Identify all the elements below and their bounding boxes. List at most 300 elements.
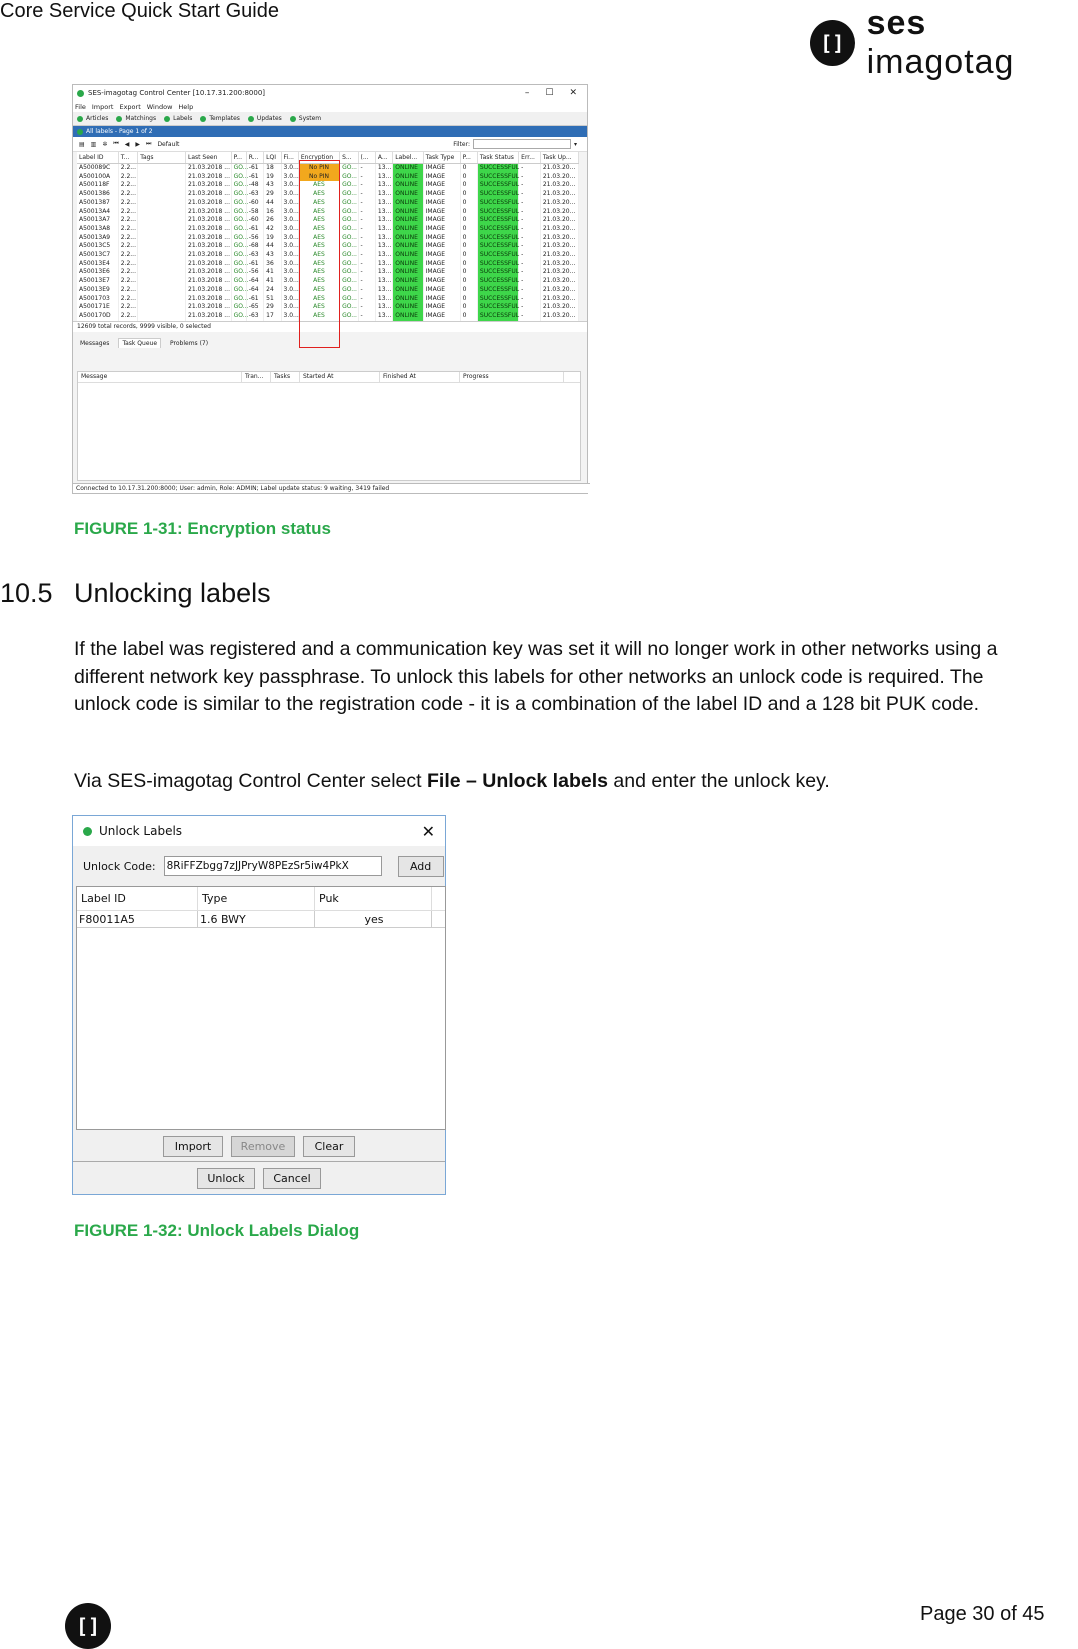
table-cell: 13... — [375, 251, 392, 260]
menu-help[interactable]: Help — [178, 102, 194, 111]
col-header[interactable]: T... — [118, 152, 138, 164]
table-cell: A5001386 — [77, 190, 118, 199]
table-cell: 21.03.20... — [540, 312, 578, 321]
table-cell: 2.2... — [118, 242, 138, 251]
col-header[interactable]: A... — [375, 152, 392, 164]
table-cell: SUCCESSFUL — [477, 208, 518, 217]
table-cell: 0 — [460, 277, 477, 286]
table-cell: 21.03.20... — [540, 303, 578, 312]
brand-logo — [810, 4, 1078, 82]
table-cell: A500118F — [77, 181, 118, 190]
table-cell: GO... — [340, 208, 358, 217]
table-cell: AES — [298, 242, 339, 251]
table-cell: ONLINE — [393, 268, 423, 277]
col-header[interactable]: Task Up... — [540, 152, 578, 164]
col-header[interactable]: P... — [460, 152, 477, 164]
col-progress[interactable]: Progress — [460, 372, 564, 382]
menu-bar — [73, 101, 587, 112]
table-cell: - — [519, 251, 541, 260]
table-cell: AES — [298, 251, 339, 260]
table-cell: AES — [298, 199, 339, 208]
table-cell: 21.03.2018 ... — [186, 277, 232, 286]
table-cell: A500171E — [77, 303, 118, 312]
nav-system[interactable] — [290, 115, 321, 122]
table-cell: - — [519, 173, 541, 182]
table-cell: - — [358, 190, 375, 199]
table-cell: AES — [298, 225, 339, 234]
close-icon[interactable]: ✕ — [421, 821, 435, 841]
export-icon[interactable]: ▤ — [79, 140, 85, 148]
table-cell: 0 — [460, 295, 477, 304]
table-cell: 13... — [375, 277, 392, 286]
table-cell: 3.0... — [281, 242, 298, 251]
table-cell: 21.03.2018 ... — [186, 286, 232, 295]
table-cell: 13... — [375, 268, 392, 277]
unlock-button[interactable]: Unlock — [197, 1168, 255, 1189]
table-cell: 13... — [375, 312, 392, 321]
table-cell: GO... — [231, 234, 246, 243]
table-cell: - — [358, 260, 375, 269]
table-cell: GO... — [340, 277, 358, 286]
table-cell: SUCCESSFUL — [477, 268, 518, 277]
table-cell: GO... — [340, 199, 358, 208]
pane-title: All labels - Page 1 of 2 — [86, 128, 153, 135]
table-cell: -63 — [246, 312, 263, 321]
table-cell: AES — [298, 268, 339, 277]
table-cell: GO... — [231, 260, 246, 269]
table-cell: 2.2... — [118, 208, 138, 217]
settings-icon[interactable]: ✲ — [102, 140, 108, 148]
unlock-list — [76, 886, 446, 1130]
table-cell: GO... — [340, 260, 358, 269]
table-cell: -64 — [246, 286, 263, 295]
table-cell: - — [358, 303, 375, 312]
minimize-icon[interactable]: – — [524, 88, 530, 98]
table-cell: GO... — [340, 173, 358, 182]
table-cell: 3.0... — [281, 312, 298, 321]
table-cell: 2.2... — [118, 216, 138, 225]
cancel-button[interactable]: Cancel — [263, 1168, 321, 1189]
table-cell: AES — [298, 234, 339, 243]
table-cell: A50013C7 — [77, 251, 118, 260]
view-default[interactable]: Default — [157, 140, 180, 148]
table-cell: ONLINE — [393, 303, 423, 312]
table-cell: A500170D — [77, 312, 118, 321]
table-cell: 13... — [375, 242, 392, 251]
table-cell: - — [519, 295, 541, 304]
col-header[interactable]: Encryption — [298, 152, 339, 164]
table-cell: -63 — [246, 190, 263, 199]
remove-button[interactable]: Remove — [231, 1136, 295, 1157]
table-cell: GO... — [231, 164, 246, 173]
table-cell: 21.03.20... — [540, 295, 578, 304]
col-header[interactable]: Task Type — [423, 152, 460, 164]
table-cell: A5001703 — [77, 295, 118, 304]
table-cell: 21.03.20... — [540, 181, 578, 190]
table-cell: GO... — [231, 268, 246, 277]
col-label-id[interactable]: Label ID — [77, 887, 198, 910]
menu-window[interactable]: Window — [146, 102, 173, 111]
table-cell: A5001387 — [77, 199, 118, 208]
brand-mark-icon: [] — [810, 20, 855, 66]
table-cell: SUCCESSFUL — [477, 312, 518, 321]
table-cell: A50013E6 — [77, 268, 118, 277]
table-cell: - — [358, 199, 375, 208]
col-header[interactable]: Label ID — [77, 152, 118, 164]
table-cell: 43 — [264, 251, 281, 260]
table-cell — [138, 225, 186, 234]
table-cell: 21.03.2018 ... — [186, 234, 232, 243]
table-cell — [138, 303, 186, 312]
table-cell: - — [519, 164, 541, 173]
table-cell: IMAGE — [423, 242, 460, 251]
table-cell — [138, 181, 186, 190]
col-finished-at[interactable]: Finished At — [380, 372, 460, 382]
message-header-row — [78, 372, 580, 383]
table-cell: - — [358, 225, 375, 234]
table-cell: - — [358, 251, 375, 260]
table-cell — [138, 199, 186, 208]
cell-label-id: F80011A5 — [77, 911, 198, 927]
menu-import[interactable]: Import — [91, 102, 114, 111]
col-header[interactable]: Last Seen — [186, 152, 232, 164]
table-cell: GO... — [231, 303, 246, 312]
status-bar: Connected to 10.17.31.200:8000; User: admin, Role: ADMIN; Label update status: 9 waiting, 3419 failed — [73, 483, 590, 493]
table-cell: 0 — [460, 199, 477, 208]
add-button[interactable]: Add — [398, 856, 444, 877]
col-header[interactable]: Fi... — [281, 152, 298, 164]
tab-messages[interactable]: Messages — [80, 339, 110, 347]
status-dot-icon — [116, 116, 122, 122]
table-cell: 41 — [264, 268, 281, 277]
table-cell: SUCCESSFUL — [477, 242, 518, 251]
table-cell: 21.03.2018 ... — [186, 268, 232, 277]
table-cell: IMAGE — [423, 164, 460, 173]
encryption-highlight-box — [299, 160, 340, 348]
brand-name-bold: ses — [866, 4, 927, 42]
table-cell: 21.03.20... — [540, 199, 578, 208]
table-cell: A500089C — [77, 164, 118, 173]
nav-articles[interactable] — [77, 115, 108, 122]
table-cell: IMAGE — [423, 199, 460, 208]
menu-file[interactable]: File — [75, 102, 86, 111]
table-cell: SUCCESSFUL — [477, 234, 518, 243]
table-cell: 13... — [375, 303, 392, 312]
status-dot-icon — [248, 116, 254, 122]
table-cell: GO... — [340, 181, 358, 190]
menu-path: File – Unlock labels — [426, 770, 608, 792]
table-cell: 17 — [264, 312, 281, 321]
table-cell: 3.0... — [281, 268, 298, 277]
nav-templates[interactable] — [200, 115, 240, 122]
table-cell: AES — [298, 277, 339, 286]
col-header[interactable]: S... — [340, 152, 358, 164]
col-header[interactable]: (... — [358, 152, 375, 164]
table-cell: 21.03.2018 ... — [186, 251, 232, 260]
table-cell: ONLINE — [393, 277, 423, 286]
col-message[interactable]: Message — [78, 372, 242, 382]
table-cell: SUCCESSFUL — [477, 251, 518, 260]
table-cell: 21.03.2018 ... — [186, 225, 232, 234]
table-cell: SUCCESSFUL — [477, 164, 518, 173]
table-cell: 42 — [264, 225, 281, 234]
col-header[interactable]: LQI — [264, 152, 281, 164]
table-cell: GO... — [340, 225, 358, 234]
col-header[interactable]: P... — [231, 152, 246, 164]
unlock-code-input[interactable]: 8RiFFZbgg7zJJPryW8PEzSr5iw4PkX — [164, 856, 382, 876]
instruction-text-end: and enter the unlock key. — [607, 770, 830, 792]
table-cell: 2.2... — [118, 286, 138, 295]
table-cell: ONLINE — [393, 190, 423, 199]
table-cell: SUCCESSFUL — [477, 199, 518, 208]
table-cell: 13... — [375, 295, 392, 304]
import-button[interactable]: Import — [163, 1136, 223, 1157]
table-cell: 0 — [460, 268, 477, 277]
table-cell: AES — [298, 260, 339, 269]
table-cell: - — [358, 216, 375, 225]
col-started-at[interactable]: Started At — [300, 372, 380, 382]
tab-problems[interactable]: Problems (7) — [170, 339, 209, 347]
brand-wordmark — [867, 4, 1078, 82]
table-cell: 19 — [264, 173, 281, 182]
table-cell: - — [519, 216, 541, 225]
table-cell: 13... — [375, 208, 392, 217]
brand-name-light: imagotag — [866, 43, 1015, 81]
table-cell: ONLINE — [393, 286, 423, 295]
table-cell: 13... — [375, 216, 392, 225]
table-cell: 3.0... — [281, 277, 298, 286]
table-cell: GO... — [231, 225, 246, 234]
col-header[interactable]: Task Status — [477, 152, 518, 164]
table-cell: 13... — [375, 190, 392, 199]
table-cell — [138, 277, 186, 286]
table-cell: SUCCESSFUL — [477, 303, 518, 312]
table-cell: 13... — [375, 199, 392, 208]
table-cell — [138, 260, 186, 269]
table-cell: 2.2... — [118, 277, 138, 286]
chevron-down-icon[interactable]: ▾ — [573, 140, 577, 148]
table-cell: AES — [298, 295, 339, 304]
prev-page-icon[interactable]: ◀ — [124, 140, 130, 148]
col-puk[interactable]: Puk — [315, 887, 432, 910]
col-type[interactable]: Type — [198, 887, 315, 910]
table-cell: 21.03.20... — [540, 225, 578, 234]
table-cell: - — [358, 208, 375, 217]
table-cell: GO... — [340, 164, 358, 173]
section-heading — [0, 578, 271, 609]
table-cell: 3.0... — [281, 260, 298, 269]
table-cell: ONLINE — [393, 260, 423, 269]
table-cell: ONLINE — [393, 216, 423, 225]
col-header[interactable]: Label... — [393, 152, 423, 164]
nav-label: Updates — [256, 115, 282, 122]
next-page-icon[interactable]: ▶ — [135, 140, 141, 148]
table-cell: ONLINE — [393, 181, 423, 190]
table-cell: ONLINE — [393, 199, 423, 208]
table-cell: AES — [298, 286, 339, 295]
table-cell: -48 — [246, 181, 263, 190]
table-cell: 41 — [264, 277, 281, 286]
table-cell: GO... — [231, 286, 246, 295]
figure-caption-1: FIGURE 1-31: Encryption status — [74, 519, 331, 538]
table-cell: - — [519, 242, 541, 251]
table-cell: 44 — [264, 199, 281, 208]
table-cell: 21.03.20... — [540, 260, 578, 269]
table-cell: - — [358, 234, 375, 243]
table-cell: 21.03.20... — [540, 286, 578, 295]
table-cell: GO... — [340, 251, 358, 260]
control-center-screenshot — [72, 84, 588, 494]
table-cell: 26 — [264, 216, 281, 225]
table-cell: -56 — [246, 234, 263, 243]
table-cell: SUCCESSFUL — [477, 216, 518, 225]
table-cell: 0 — [460, 303, 477, 312]
table-cell: - — [519, 199, 541, 208]
table-cell: ONLINE — [393, 208, 423, 217]
table-cell: 0 — [460, 234, 477, 243]
col-tasks[interactable]: Tasks — [271, 372, 300, 382]
maximize-icon[interactable]: ☐ — [545, 88, 554, 98]
table-cell: 3.0... — [281, 286, 298, 295]
dialog-divider — [73, 1161, 445, 1162]
table-cell: 0 — [460, 164, 477, 173]
table-cell — [138, 242, 186, 251]
table-cell: ONLINE — [393, 164, 423, 173]
table-cell: 3.0... — [281, 251, 298, 260]
col-header[interactable]: Err... — [519, 152, 541, 164]
table-cell: 21.03.2018 ... — [186, 181, 232, 190]
filter-group — [453, 139, 587, 149]
nav-matchings[interactable] — [116, 115, 156, 122]
status-dot-icon — [77, 129, 83, 135]
unlock-code-row — [73, 846, 445, 886]
nav-updates[interactable] — [248, 115, 282, 122]
table-cell: A50013A9 — [77, 234, 118, 243]
app-icon — [83, 827, 92, 836]
table-cell: 0 — [460, 260, 477, 269]
table-cell — [138, 234, 186, 243]
table-cell: 13... — [375, 286, 392, 295]
table-cell: -61 — [246, 295, 263, 304]
list-actions — [73, 1136, 445, 1157]
table-cell: 51 — [264, 295, 281, 304]
col-header[interactable]: Tags — [138, 152, 186, 164]
page-number: Page 30 of 45 — [920, 1603, 1045, 1625]
status-dot-icon — [290, 116, 296, 122]
table-cell: GO... — [231, 199, 246, 208]
table-cell: 2.2... — [118, 260, 138, 269]
list-item[interactable] — [77, 911, 445, 928]
clear-button[interactable]: Clear — [303, 1136, 355, 1157]
table-cell: 24 — [264, 286, 281, 295]
table-cell: GO... — [231, 190, 246, 199]
nav-labels[interactable] — [164, 115, 192, 122]
nav-bar — [73, 112, 587, 126]
table-cell: IMAGE — [423, 190, 460, 199]
table-cell: IMAGE — [423, 295, 460, 304]
table-cell: - — [358, 286, 375, 295]
table-cell: IMAGE — [423, 268, 460, 277]
dialog-title: Unlock Labels — [99, 824, 183, 838]
table-cell: 3.0... — [281, 216, 298, 225]
table-cell: No PIN — [298, 164, 339, 173]
table-cell: AES — [298, 181, 339, 190]
table-cell: IMAGE — [423, 216, 460, 225]
app-icon — [77, 90, 84, 97]
table-cell: -68 — [246, 242, 263, 251]
table-cell: ONLINE — [393, 242, 423, 251]
table-cell: 3.0... — [281, 208, 298, 217]
table-cell: 21.03.20... — [540, 216, 578, 225]
close-icon[interactable]: ✕ — [569, 88, 577, 98]
table-cell: GO... — [340, 190, 358, 199]
table-cell: IMAGE — [423, 251, 460, 260]
table-cell: 2.2... — [118, 268, 138, 277]
nav-label: Labels — [173, 115, 193, 122]
table-cell: 19 — [264, 234, 281, 243]
table-cell: A50013E4 — [77, 260, 118, 269]
table-cell — [138, 173, 186, 182]
delete-icon[interactable]: ▥ — [90, 140, 97, 148]
table-cell: 2.2... — [118, 173, 138, 182]
last-page-icon[interactable]: ⏭ — [146, 140, 152, 147]
table-cell: GO... — [231, 295, 246, 304]
table-cell: IMAGE — [423, 312, 460, 321]
table-cell: - — [358, 295, 375, 304]
table-cell: 21.03.20... — [540, 234, 578, 243]
table-cell: A500100A — [77, 173, 118, 182]
filter-input[interactable] — [473, 139, 571, 149]
table-cell: 21.03.20... — [540, 251, 578, 260]
table-cell: No PIN — [298, 173, 339, 182]
paragraph-unlock-intro: If the label was registered and a communication key was set it will no longer work in other networks using a different network key passphrase. To unlock this labels for other networks an unlock code is required. The unlock code is similar to the registration code - it is a combination of the label ID and a 128 bit PUK code. — [74, 638, 998, 715]
window-titlebar — [73, 85, 587, 101]
table-cell: - — [358, 268, 375, 277]
table-cell: -63 — [246, 251, 263, 260]
table-cell: A50013A8 — [77, 225, 118, 234]
table-cell: -60 — [246, 216, 263, 225]
col-transaction[interactable]: Tran... — [242, 372, 271, 382]
table-cell: GO... — [340, 295, 358, 304]
first-page-icon[interactable]: ⏮ — [113, 140, 119, 147]
table-cell: -61 — [246, 225, 263, 234]
table-cell: 0 — [460, 190, 477, 199]
table-cell: GO... — [231, 242, 246, 251]
menu-export[interactable]: Export — [119, 102, 141, 111]
table-cell: IMAGE — [423, 286, 460, 295]
table-cell: 2.2... — [118, 234, 138, 243]
table-cell: 3.0... — [281, 181, 298, 190]
table-cell: SUCCESSFUL — [477, 173, 518, 182]
table-cell: -61 — [246, 260, 263, 269]
table-cell: 44 — [264, 242, 281, 251]
table-cell: ONLINE — [393, 312, 423, 321]
table-cell: GO... — [231, 208, 246, 217]
table-cell: 13... — [375, 164, 392, 173]
table-cell: 13... — [375, 225, 392, 234]
col-header[interactable]: R... — [246, 152, 263, 164]
nav-label: Templates — [209, 115, 240, 122]
table-cell: A50013A4 — [77, 208, 118, 217]
tab-task-queue[interactable]: Task Queue — [118, 338, 161, 348]
figure-caption-2: FIGURE 1-32: Unlock Labels Dialog — [74, 1221, 360, 1240]
window-controls — [525, 88, 583, 98]
table-cell — [138, 286, 186, 295]
table-cell: -64 — [246, 277, 263, 286]
pane-title-bar — [73, 126, 587, 137]
table-cell: GO... — [231, 277, 246, 286]
table-cell: 21.03.2018 ... — [186, 164, 232, 173]
